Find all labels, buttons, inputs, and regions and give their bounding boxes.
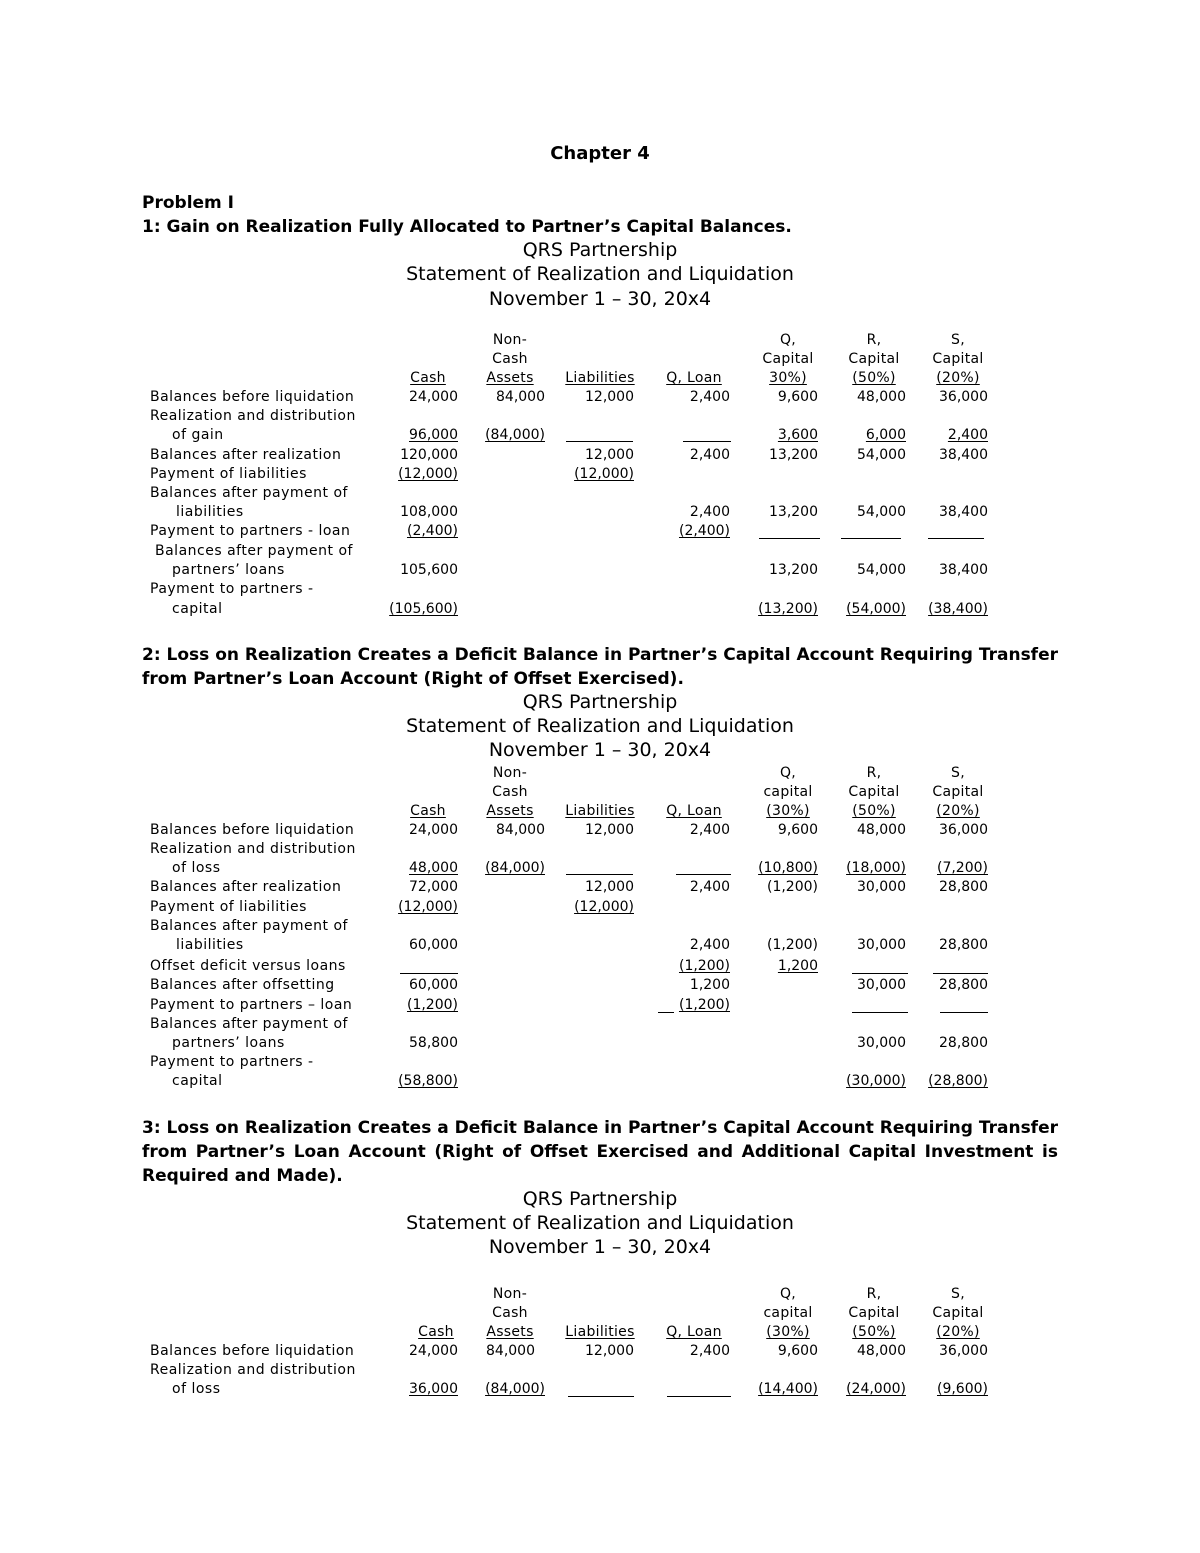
- underline-rule: [852, 1012, 908, 1013]
- cell-r-capital: 30,000: [857, 937, 906, 953]
- cell-cash: 105,600: [400, 562, 458, 578]
- underline-rule: [676, 874, 731, 875]
- underline-rule: [928, 538, 984, 539]
- cell-r-capital: 54,000: [857, 562, 906, 578]
- statement-title: Statement of Realization and Liquidation: [406, 263, 794, 285]
- cell-noncash: (84,000): [485, 427, 545, 443]
- col-header-q-loan: Q, Loan: [666, 370, 722, 386]
- underline-rule: [566, 874, 633, 875]
- cell-q-capital: (1,200): [766, 879, 818, 895]
- cell-cash: 96,000: [409, 427, 458, 443]
- cell-liabilities: 12,000: [585, 879, 634, 895]
- cell-liabilities: 12,000: [585, 1343, 634, 1359]
- cell-q-loan: 2,400: [689, 389, 730, 405]
- cell-s-capital: (28,800): [928, 1073, 988, 1089]
- col-header-s-capital: S, Capital (20%): [932, 1286, 984, 1340]
- row-label: capital: [172, 1073, 223, 1089]
- cell-noncash: (84,000): [485, 1381, 545, 1397]
- underline-rule: [841, 538, 901, 539]
- cell-liabilities: (12,000): [574, 899, 634, 915]
- col-header-q-capital: Q, Capital 30%): [762, 332, 814, 386]
- statement-period: November 1 – 30, 20x4: [488, 739, 712, 761]
- col-header-q-loan: Q, Loan: [666, 1324, 722, 1340]
- col-header-liabilities: Liabilities: [565, 803, 635, 819]
- row-label: of loss: [172, 1381, 221, 1397]
- row-label: Payment to partners - loan: [150, 523, 351, 539]
- cell-r-capital: 30,000: [857, 879, 906, 895]
- cell-cash: 24,000: [409, 1343, 458, 1359]
- cell-q-loan: 2,400: [689, 937, 730, 953]
- row-label: Payment to partners -: [150, 581, 314, 597]
- cell-s-capital: (38,400): [928, 601, 988, 617]
- col-header-cash: Cash: [410, 370, 446, 386]
- cell-q-loan: 2,400: [689, 1343, 730, 1359]
- cell-r-capital: 54,000: [857, 447, 906, 463]
- cell-cash: 48,000: [409, 860, 458, 876]
- col-header-cash: Cash: [410, 803, 446, 819]
- cell-cash: (12,000): [398, 899, 458, 915]
- cell-q-capital: 9,600: [777, 1343, 818, 1359]
- row-label: Payment to partners – loan: [150, 997, 353, 1013]
- row-label: Balances after payment of: [150, 485, 348, 501]
- cell-cash: (2,400): [406, 523, 458, 539]
- section-2-title-line-2: from Partner’s Loan Account (Right of Offset Exercised).: [142, 669, 684, 689]
- cell-q-capital: 3,600: [777, 427, 818, 443]
- cell-q-loan: 2,400: [689, 822, 730, 838]
- statement-title: Statement of Realization and Liquidation: [406, 715, 794, 737]
- row-label: liabilities: [176, 504, 244, 520]
- col-header-q-loan: Q, Loan: [666, 803, 722, 819]
- underline-rule: [852, 973, 908, 974]
- statement-period: November 1 – 30, 20x4: [488, 288, 712, 310]
- cell-noncash: 84,000: [496, 822, 545, 838]
- cell-s-capital: 36,000: [939, 822, 988, 838]
- cell-r-capital: (30,000): [846, 1073, 906, 1089]
- section-2-title-line-1: 2: Loss on Realization Creates a Deficit Balance in Partner’s Capital Account Requiring Transfer: [142, 645, 1058, 665]
- cell-s-capital: 28,800: [939, 879, 988, 895]
- cell-q-capital: (14,400): [758, 1381, 818, 1397]
- cell-noncash: (84,000): [485, 860, 545, 876]
- col-header-r-capital: R, Capital (50%): [848, 1286, 900, 1340]
- row-label: Balances after payment of: [150, 1016, 348, 1032]
- cell-s-capital: (7,200): [936, 860, 988, 876]
- row-label: liabilities: [176, 937, 244, 953]
- cell-q-loan: 2,400: [689, 879, 730, 895]
- cell-cash: (12,000): [398, 466, 458, 482]
- cell-q-capital: 1,200: [777, 958, 818, 974]
- cell-q-loan: 1,200: [689, 977, 730, 993]
- cell-liabilities: 12,000: [585, 389, 634, 405]
- row-label: Realization and distribution: [150, 841, 356, 857]
- row-label: Balances after offsetting: [150, 977, 335, 993]
- underline-rule: [568, 1396, 634, 1397]
- cell-r-capital: 48,000: [857, 389, 906, 405]
- cell-q-loan: (1,200): [678, 997, 730, 1013]
- col-header-cash: Cash: [418, 1324, 454, 1340]
- cell-q-capital: 13,200: [769, 562, 818, 578]
- row-label: Realization and distribution: [150, 408, 356, 424]
- underline-rule: [400, 973, 458, 974]
- cell-s-capital: 2,400: [947, 427, 988, 443]
- cell-r-capital: 48,000: [857, 1343, 906, 1359]
- cell-cash: 60,000: [409, 977, 458, 993]
- cell-s-capital: 28,800: [939, 1035, 988, 1051]
- cell-q-capital: 9,600: [777, 822, 818, 838]
- section-1-title: 1: Gain on Realization Fully Allocated to Partner’s Capital Balances.: [142, 217, 792, 237]
- chapter-title: Chapter 4: [550, 143, 650, 164]
- cell-s-capital: 36,000: [939, 1343, 988, 1359]
- cell-liabilities: 12,000: [585, 822, 634, 838]
- cell-r-capital: (54,000): [846, 601, 906, 617]
- cell-cash: 24,000: [409, 822, 458, 838]
- cell-q-loan: 2,400: [689, 504, 730, 520]
- col-header-noncash: Non- Cash Assets: [486, 765, 534, 819]
- cell-cash: 24,000: [409, 389, 458, 405]
- section-3-title-line-2: from Partner’s Loan Account (Right of Offset Exercised and Additional Capital Investment is: [142, 1142, 1058, 1162]
- cell-s-capital: 28,800: [939, 977, 988, 993]
- row-label: Balances after payment of: [150, 918, 348, 934]
- section-3-title-line-3: Required and Made).: [142, 1166, 343, 1186]
- cell-q-loan: (2,400): [678, 523, 730, 539]
- col-header-r-capital: R, Capital (50%): [848, 765, 900, 819]
- cell-s-capital: 38,400: [939, 447, 988, 463]
- cell-cash: (105,600): [389, 601, 458, 617]
- cell-cash: 60,000: [409, 937, 458, 953]
- cell-q-capital: (13,200): [758, 601, 818, 617]
- cell-cash: (58,800): [398, 1073, 458, 1089]
- cell-s-capital: 28,800: [939, 937, 988, 953]
- cell-r-capital: 54,000: [857, 504, 906, 520]
- statement-period: November 1 – 30, 20x4: [488, 1236, 712, 1258]
- row-label: Payment to partners -: [150, 1054, 314, 1070]
- cell-r-capital: (24,000): [846, 1381, 906, 1397]
- cell-r-capital: 6,000: [865, 427, 906, 443]
- cell-cash: (1,200): [406, 997, 458, 1013]
- cell-q-loan: (1,200): [678, 958, 730, 974]
- col-header-noncash: Non- Cash Assets: [486, 332, 534, 386]
- row-label: Balances after realization: [150, 879, 342, 895]
- col-header-s-capital: S, Capital (20%): [932, 332, 984, 386]
- cell-q-capital: (1,200): [766, 937, 818, 953]
- col-header-liabilities: Liabilities: [565, 1324, 635, 1340]
- row-label: Payment of liabilities: [150, 466, 307, 482]
- cell-s-capital: (9,600): [936, 1381, 988, 1397]
- underline-rule: [566, 441, 633, 442]
- row-label: partners’ loans: [172, 562, 285, 578]
- cell-q-capital: (10,800): [758, 860, 818, 876]
- col-header-liabilities: Liabilities: [565, 370, 635, 386]
- underline-rule: [759, 538, 820, 539]
- company-name: QRS Partnership: [522, 239, 678, 261]
- cell-s-capital: 36,000: [939, 389, 988, 405]
- company-name: QRS Partnership: [522, 691, 678, 713]
- row-label: of gain: [172, 427, 224, 443]
- row-label: Realization and distribution: [150, 1362, 356, 1378]
- cell-liabilities: 12,000: [585, 447, 634, 463]
- col-header-q-capital: Q, capital (30%): [763, 765, 813, 819]
- section-3-title-line-1: 3: Loss on Realization Creates a Deficit Balance in Partner’s Capital Account Requiring Transfer: [142, 1118, 1058, 1138]
- underline-rule: [658, 1012, 674, 1013]
- row-label: partners’ loans: [172, 1035, 285, 1051]
- underline-rule: [667, 1396, 731, 1397]
- cell-cash: 120,000: [400, 447, 458, 463]
- cell-q-capital: 13,200: [769, 504, 818, 520]
- statement-title: Statement of Realization and Liquidation: [406, 1212, 794, 1234]
- row-label: Balances before liquidation: [150, 389, 355, 405]
- col-header-noncash: Non- Cash Assets: [486, 1286, 534, 1340]
- row-label: Payment of liabilities: [150, 899, 307, 915]
- col-header-q-capital: Q, capital (30%): [763, 1286, 813, 1340]
- cell-q-capital: 9,600: [777, 389, 818, 405]
- underline-rule: [940, 1012, 988, 1013]
- row-label: Balances after payment of: [155, 543, 353, 559]
- cell-liabilities: (12,000): [574, 466, 634, 482]
- col-header-s-capital: S, Capital (20%): [932, 765, 984, 819]
- cell-cash: 58,800: [409, 1035, 458, 1051]
- underline-rule: [933, 973, 988, 974]
- cell-cash: 72,000: [409, 879, 458, 895]
- cell-cash: 36,000: [409, 1381, 458, 1397]
- cell-q-capital: 13,200: [769, 447, 818, 463]
- cell-q-loan: 2,400: [689, 447, 730, 463]
- row-label: Balances before liquidation: [150, 1343, 355, 1359]
- row-label: Balances after realization: [150, 447, 342, 463]
- row-label: capital: [172, 601, 223, 617]
- problem-heading: Problem I: [142, 193, 235, 213]
- col-header-r-capital: R, Capital (50%): [848, 332, 900, 386]
- cell-s-capital: 38,400: [939, 562, 988, 578]
- cell-noncash: 84,000: [496, 389, 545, 405]
- row-label: of loss: [172, 860, 221, 876]
- cell-cash: 108,000: [400, 504, 458, 520]
- underline-rule: [683, 441, 731, 442]
- cell-r-capital: (18,000): [846, 860, 906, 876]
- row-label: Offset deficit versus loans: [150, 958, 346, 974]
- cell-r-capital: 48,000: [857, 822, 906, 838]
- company-name: QRS Partnership: [522, 1188, 678, 1210]
- cell-s-capital: 38,400: [939, 504, 988, 520]
- cell-noncash: 84,000: [486, 1343, 535, 1359]
- cell-r-capital: 30,000: [857, 977, 906, 993]
- row-label: Balances before liquidation: [150, 822, 355, 838]
- cell-r-capital: 30,000: [857, 1035, 906, 1051]
